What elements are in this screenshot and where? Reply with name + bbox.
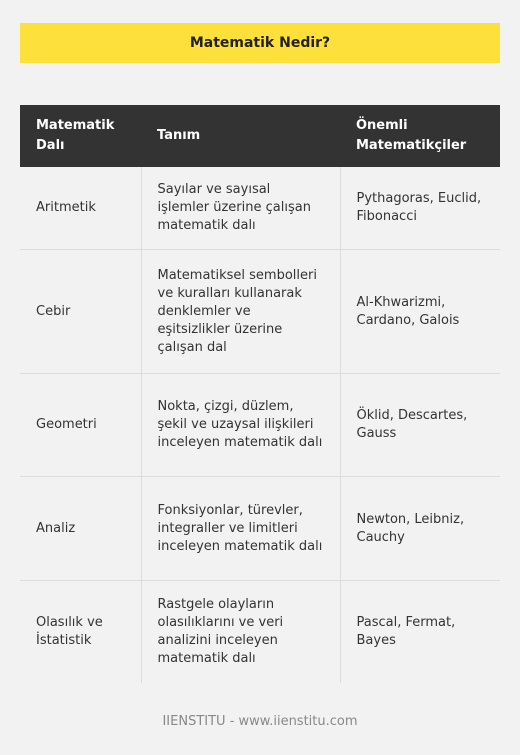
- definition-cell: Nokta, çizgi, düzlem, şekil ve uzaysal ilişkileri inceleyen matematik dalı: [141, 374, 340, 477]
- column-header-branch: Matematik Dalı: [20, 105, 141, 167]
- table-row: [20, 250, 500, 374]
- math-branches-table: [20, 105, 500, 683]
- table-row: [20, 167, 500, 250]
- branch-cell: Geometri: [20, 374, 141, 477]
- definition-cell: Fonksiyonlar, türevler, integraller ve limitleri inceleyen matematik dalı: [141, 477, 340, 581]
- table-row: [20, 374, 500, 477]
- mathematicians-cell: Öklid, Descartes, Gauss: [340, 374, 500, 477]
- mathematicians-cell: Pascal, Fermat, Bayes: [340, 581, 500, 684]
- branch-cell: Aritmetik: [20, 167, 141, 250]
- branch-cell: Cebir: [20, 250, 141, 374]
- mathematicians-cell: Al-Khwarizmi, Cardano, Galois: [340, 250, 500, 374]
- footer-credit: IIENSTITU - www.iienstitu.com: [162, 714, 358, 729]
- table-row: [20, 477, 500, 581]
- page-title: Matematik Nedir?: [189, 35, 331, 51]
- table-row: [20, 581, 500, 684]
- column-header-definition: Tanım: [141, 105, 340, 167]
- table-header-row: [20, 105, 500, 167]
- column-header-mathematicians: Önemli Matematikçiler: [340, 105, 500, 167]
- branch-cell: Olasılık ve İstatistik: [20, 581, 141, 684]
- definition-cell: Rastgele olayların olasılıklarını ve veri analizini inceleyen matematik dalı: [141, 581, 340, 684]
- definition-cell: Matematiksel sembolleri ve kuralları kullanarak denklemler ve eşitsizlikler üzerine çalışan dal: [141, 250, 340, 374]
- branch-cell: Analiz: [20, 477, 141, 581]
- mathematicians-cell: Newton, Leibniz, Cauchy: [340, 477, 500, 581]
- definition-cell: Sayılar ve sayısal işlemler üzerine çalışan matematik dalı: [141, 167, 340, 250]
- mathematicians-cell: Pythagoras, Euclid, Fibonacci: [340, 167, 500, 250]
- title-banner: [20, 23, 500, 63]
